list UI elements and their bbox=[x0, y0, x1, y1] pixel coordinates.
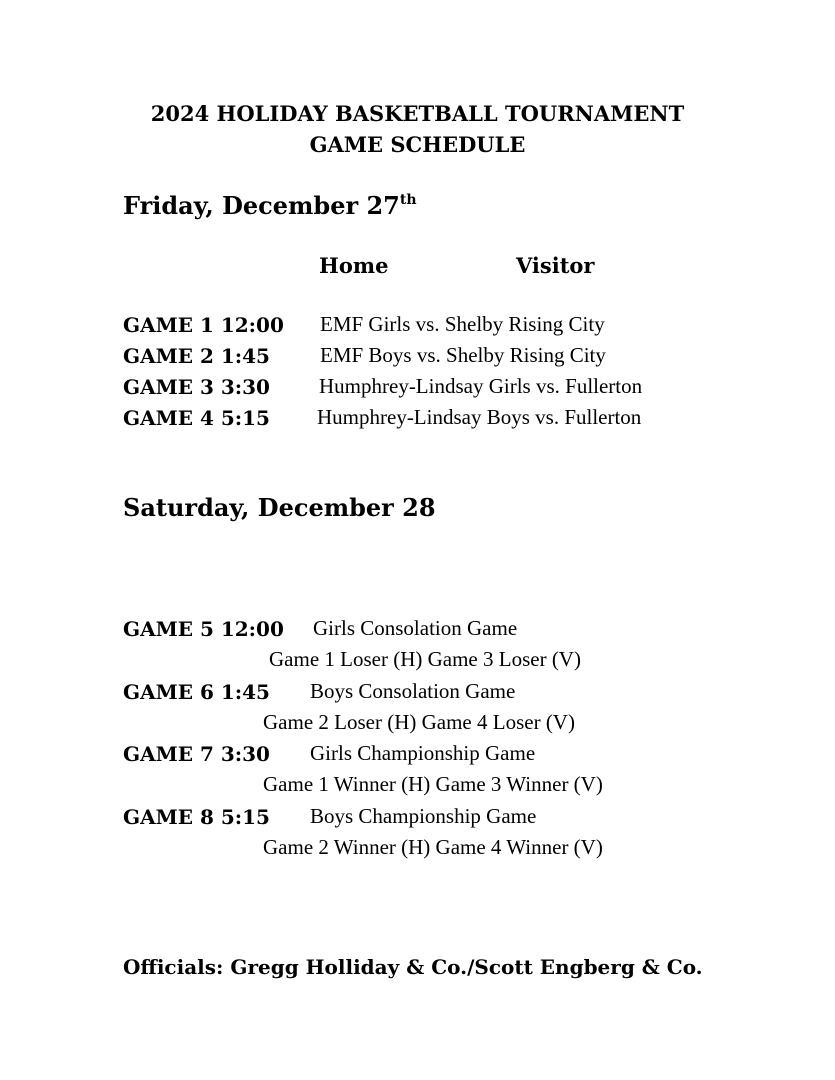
game-7-label: GAME 7 3:30 bbox=[123, 742, 270, 766]
column-visitor: Visitor bbox=[516, 253, 595, 278]
officials-line: Officials: Gregg Holliday & Co./Scott Engberg & Co. bbox=[123, 955, 703, 979]
game-1-matchup: EMF Girls vs. Shelby Rising City bbox=[320, 312, 605, 336]
game-8-teams: Game 2 Winner (H) Game 4 Winner (V) bbox=[263, 835, 603, 859]
friday-heading bbox=[123, 193, 417, 218]
page-title: 2024 HOLIDAY BASKETBALL TOURNAMENT bbox=[150, 101, 685, 126]
game-3-label: GAME 3 3:30 bbox=[123, 375, 270, 399]
game-6-name: Boys Consolation Game bbox=[310, 679, 516, 703]
column-home: Home bbox=[319, 253, 389, 278]
page-subtitle: GAME SCHEDULE bbox=[309, 132, 526, 157]
game-2-matchup: EMF Boys vs. Shelby Rising City bbox=[320, 343, 606, 367]
game-7-teams: Game 1 Winner (H) Game 3 Winner (V) bbox=[263, 772, 603, 796]
friday-date-suffix: th bbox=[399, 192, 417, 208]
game-5-label: GAME 5 12:00 bbox=[123, 617, 284, 641]
game-8-label: GAME 8 5:15 bbox=[123, 805, 270, 829]
game-2-label: GAME 2 1:45 bbox=[123, 344, 270, 368]
game-6-label: GAME 6 1:45 bbox=[123, 680, 270, 704]
game-3-matchup: Humphrey-Lindsay Girls vs. Fullerton bbox=[319, 374, 643, 398]
game-4-label: GAME 4 5:15 bbox=[123, 406, 270, 430]
game-4-matchup: Humphrey-Lindsay Boys vs. Fullerton bbox=[317, 405, 642, 429]
game-5-name: Girls Consolation Game bbox=[313, 616, 518, 640]
game-1-label: GAME 1 12:00 bbox=[123, 313, 284, 337]
saturday-heading: Saturday, December 28 bbox=[123, 493, 436, 522]
game-6-teams: Game 2 Loser (H) Game 4 Loser (V) bbox=[263, 710, 575, 734]
game-7-name: Girls Championship Game bbox=[310, 741, 536, 765]
friday-date: Friday, December 27 bbox=[123, 191, 400, 220]
game-5-teams: Game 1 Loser (H) Game 3 Loser (V) bbox=[269, 647, 581, 671]
game-8-name: Boys Championship Game bbox=[310, 804, 537, 828]
